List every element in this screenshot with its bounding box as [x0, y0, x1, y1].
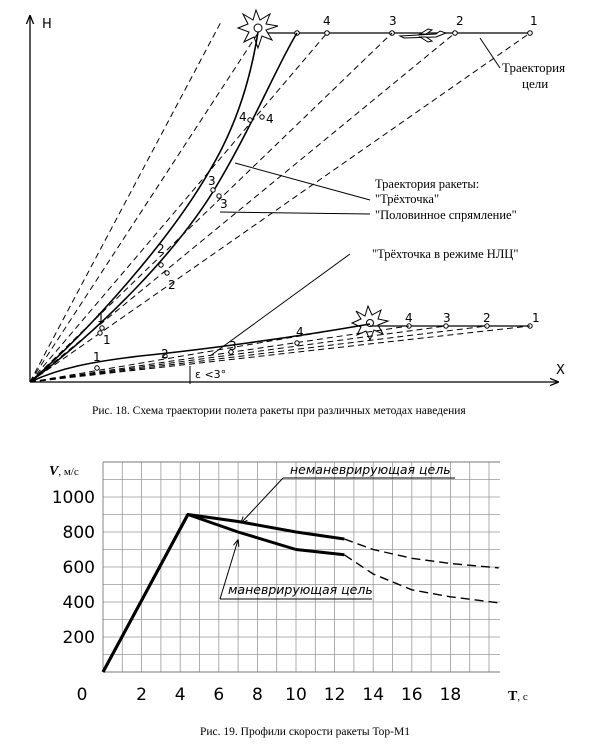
curve-a-node-3	[211, 188, 215, 192]
curve-a-node-4	[248, 118, 252, 122]
label-nonmaneuver: неманеврирующая цель	[290, 462, 451, 477]
lower-target-mark-2: 2	[483, 311, 491, 325]
curve-b-node-1	[98, 331, 102, 335]
missile-leader-a	[235, 163, 370, 200]
trajectory-half-rectification	[30, 33, 297, 382]
curve-a-mark-3: 3	[208, 174, 216, 188]
x-tick-label: 18	[439, 685, 462, 705]
x-tick-label: 4	[174, 685, 186, 705]
missile-label-title: Траектория ракеты:	[375, 177, 480, 191]
x-tick-label: 14	[362, 685, 385, 705]
sight-line	[30, 20, 222, 382]
lower-curve-mark-1: 1	[93, 350, 101, 364]
lower-target-mark-1: 1	[532, 311, 540, 325]
lower-curve-mark-3: 3	[229, 339, 237, 353]
lower-curve-node-1	[95, 366, 99, 370]
missile-label-a: "Трёхточка"	[375, 192, 440, 206]
curve-b-node-2	[165, 271, 169, 275]
label-maneuver: маневрирующая цель	[228, 582, 373, 597]
chart-grid	[103, 462, 500, 672]
y-tick-label: 600	[62, 558, 95, 578]
missile-leader-c	[210, 254, 350, 356]
y-axis-unit: , м/с	[58, 466, 79, 478]
upper-target-mark-1: 1	[530, 14, 538, 28]
x-axis-title	[508, 689, 528, 704]
lower-curve-mark-2: 2	[161, 347, 169, 361]
curve-a-node-2	[159, 263, 163, 267]
curve-b-mark-2: 2	[168, 278, 176, 292]
x-axis-letter: T	[508, 689, 518, 704]
y-tick-label: 1000	[51, 488, 95, 508]
x-tick-label: 12	[323, 685, 346, 705]
missile-label-b: "Половинное спрямление"	[375, 208, 517, 222]
lower-curve-node-4	[295, 341, 299, 345]
missile-label-c: "Трёхточка в режиме НЛЦ"	[372, 247, 519, 261]
sight-line	[30, 33, 327, 382]
explosion-icon	[238, 10, 278, 48]
upper-target-mark-2: 2	[456, 14, 464, 28]
y-axis-title	[49, 464, 79, 479]
x-tick-label: 2	[136, 685, 148, 705]
target-label-line1: Траектория	[502, 60, 566, 75]
upper-target-node-1	[528, 31, 533, 36]
curve-b-mark-1: 1	[103, 333, 111, 347]
y-axis-letter: V	[49, 464, 59, 479]
curve-b-mark-4: 4	[266, 112, 274, 126]
axis-h-label: H	[42, 17, 52, 32]
upper-target-mark-3: 3	[389, 14, 397, 28]
lower-target-mark-4: 4	[405, 311, 413, 325]
x-axis-unit: , с	[517, 691, 528, 703]
aircraft-icon	[400, 29, 446, 42]
curve-b-mark-3: 3	[220, 197, 228, 211]
upper-target-mark-4: 4	[323, 14, 331, 28]
target-label-line2: цели	[522, 76, 549, 91]
x-tick-label: 10	[285, 685, 307, 705]
curve-a-mark-4: 4	[239, 110, 247, 124]
y-tick-label: 800	[62, 523, 95, 543]
curve-b-node-4	[260, 115, 264, 119]
curve-a-mark-1: 1	[97, 311, 105, 325]
axis-x-label: X	[556, 363, 565, 378]
y-tick-labels	[52, 488, 95, 648]
x-tick-labels	[77, 685, 462, 705]
curve-a-node-1	[100, 326, 104, 330]
trajectory-diagram	[30, 10, 565, 417]
y-tick-label: 400	[62, 593, 95, 613]
x-tick-label: 6	[213, 685, 225, 705]
x-tick-label: 8	[251, 685, 263, 705]
upper-target-node-2	[453, 31, 458, 36]
figure-caption: Рис. 18. Схема траектории полета ракеты при различных методах наведения	[92, 405, 466, 417]
x-tick-label: 0	[76, 685, 88, 705]
curve-a-mark-2: 2	[157, 242, 165, 256]
lower-curve-mark-4: 4	[296, 325, 304, 339]
angle-label: ε <3°	[195, 368, 227, 381]
series-line-dashed-1	[344, 539, 498, 568]
speed-profile-chart	[49, 462, 528, 738]
lower-target-mark-3: 3	[443, 311, 451, 325]
target-leader-line	[480, 38, 500, 68]
missile-leader-b	[220, 212, 370, 214]
y-tick-label: 200	[62, 628, 95, 648]
x-tick-label: 16	[400, 685, 423, 705]
chart-caption: Рис. 19. Профили скорости ракеты Тор-М1	[200, 726, 410, 738]
